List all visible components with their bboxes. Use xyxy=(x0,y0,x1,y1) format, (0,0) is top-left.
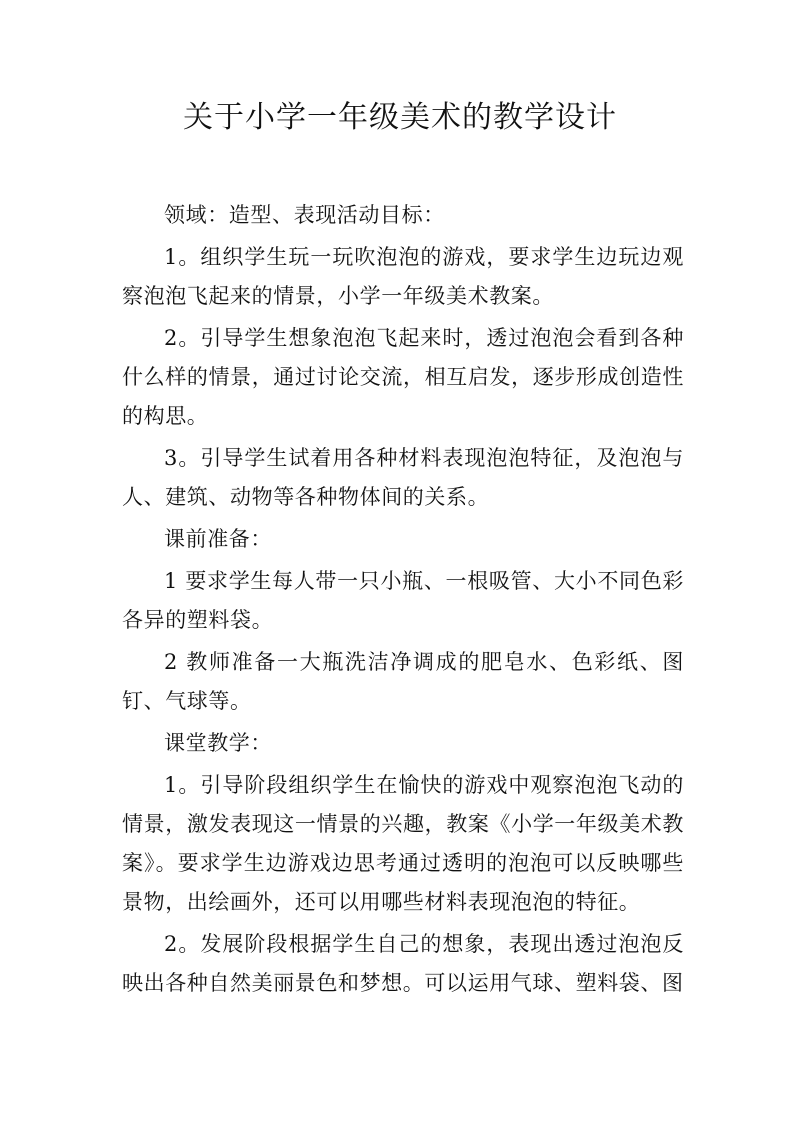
paragraph-goal-3: 3。引导学生试着用各种材料表现泡泡特征，及泡泡与人、建筑、动物等各种物体间的关系。 xyxy=(122,446,684,509)
paragraph-teaching-heading: 课堂教学： xyxy=(164,731,272,755)
paragraph-preparation-2: 2 教师准备一大瓶洗洁净调成的肥皂水、色彩纸、图钉、气球等。 xyxy=(122,650,684,713)
paragraph-teaching-1: 1。引导阶段组织学生在愉快的游戏中观察泡泡飞动的情景，激发表现这一情景的兴趣，教案《小学一年级美术教案》。要求学生边游戏边思考通过透明的泡泡可以反映哪些景物，出绘画外，还可以用哪些材料表现泡泡的特征。 xyxy=(122,773,684,914)
paragraph-preparation-heading: 课前准备： xyxy=(164,527,272,551)
document-title: 关于小学一年级美术的教学设计 xyxy=(183,100,617,135)
paragraph-domain: 领域：造型、表现活动目标： xyxy=(164,203,445,227)
paragraph-teaching-2: 2。发展阶段根据学生自己的想象，表现出透过泡泡反映出各种自然美丽景色和梦想。可以运用气球、塑料袋、图 xyxy=(122,932,684,995)
document-body xyxy=(122,196,684,1006)
paragraph-preparation-1: 1 要求学生每人带一只小瓶、一根吸管、大小不同色彩各异的塑料袋。 xyxy=(122,569,684,632)
paragraph-goal-2: 2。引导学生想象泡泡飞起来时，透过泡泡会看到各种什么样的情景，通过讨论交流，相互启发，逐步形成创造性的构思。 xyxy=(122,326,684,428)
paragraph-goal-1: 1。组织学生玩一玩吹泡泡的游戏，要求学生边玩边观察泡泡飞起来的情景，小学一年级美术教案。 xyxy=(122,245,684,308)
